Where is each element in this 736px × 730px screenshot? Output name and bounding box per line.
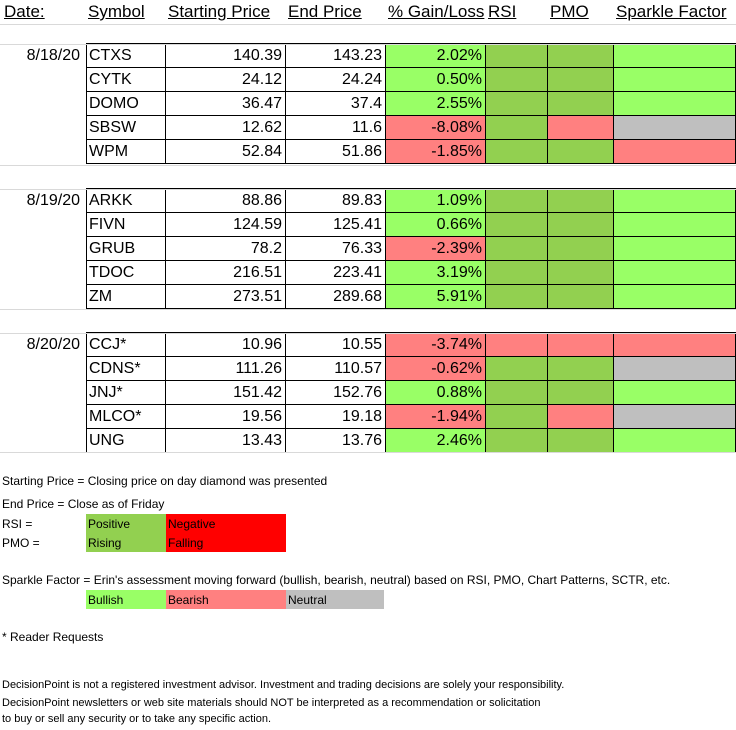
header-sparkle-factor: Sparkle Factor — [616, 2, 727, 21]
end-price-cell: 125.41 — [286, 213, 386, 237]
sparkle-cell — [614, 213, 736, 237]
note-reader-requests: * Reader Requests — [2, 630, 104, 644]
pmo-cell — [548, 405, 614, 429]
pmo-cell — [548, 381, 614, 405]
starting-price-cell: 13.43 — [166, 429, 286, 453]
symbol-cell: UNG — [86, 429, 166, 453]
gain-loss-cell: -3.74% — [386, 333, 486, 357]
end-price-cell: 24.24 — [286, 68, 386, 92]
symbol-cell: ZM — [86, 285, 166, 309]
starting-price-cell: 36.47 — [166, 92, 286, 116]
sparkle-cell — [614, 381, 736, 405]
symbol-cell: ARKK — [86, 189, 166, 213]
sparkle-cell — [614, 261, 736, 285]
symbol-cell: TDOC — [86, 261, 166, 285]
rsi-cell — [486, 189, 548, 213]
group-date: 8/19/20 — [26, 192, 80, 209]
starting-price-cell: 24.12 — [166, 68, 286, 92]
pmo-cell — [548, 429, 614, 453]
symbol-cell: DOMO — [86, 92, 166, 116]
symbol-cell: SBSW — [86, 116, 166, 140]
legend-falling: Falling — [166, 533, 286, 552]
symbol-cell: FIVN — [86, 213, 166, 237]
sparkle-cell — [614, 44, 736, 68]
rsi-cell — [486, 429, 548, 453]
symbol-cell: CTXS — [86, 44, 166, 68]
rsi-cell — [486, 381, 548, 405]
pmo-cell — [548, 68, 614, 92]
gain-loss-cell: 0.50% — [386, 68, 486, 92]
pmo-cell — [548, 44, 614, 68]
symbol-cell: GRUB — [86, 237, 166, 261]
starting-price-cell: 78.2 — [166, 237, 286, 261]
gain-loss-cell: 0.66% — [386, 213, 486, 237]
pmo-cell — [548, 357, 614, 381]
header-pmo: PMO — [550, 2, 589, 21]
pmo-cell — [548, 140, 614, 164]
gridline — [0, 24, 736, 25]
starting-price-cell: 88.86 — [166, 189, 286, 213]
end-price-cell: 10.55 — [286, 333, 386, 357]
legend-neutral: Neutral — [286, 590, 384, 609]
header-starting-price: Starting Price — [168, 2, 271, 21]
symbol-cell: MLCO* — [86, 405, 166, 429]
starting-price-cell: 52.84 — [166, 140, 286, 164]
gain-loss-cell: 5.91% — [386, 285, 486, 309]
sparkle-cell — [614, 357, 736, 381]
gridline — [0, 44, 736, 45]
rsi-cell — [486, 357, 548, 381]
note-rsi-label: RSI = — [2, 517, 33, 531]
sparkle-cell — [614, 429, 736, 453]
legend-bullish: Bullish — [86, 590, 166, 609]
header-date: Date: — [4, 2, 45, 21]
symbol-cell: WPM — [86, 140, 166, 164]
end-price-cell: 289.68 — [286, 285, 386, 309]
gridline — [0, 189, 736, 190]
starting-price-cell: 216.51 — [166, 261, 286, 285]
starting-price-cell: 111.26 — [166, 357, 286, 381]
gain-loss-cell: 2.46% — [386, 429, 486, 453]
note-pmo-label: PMO = — [2, 536, 40, 550]
starting-price-cell: 10.96 — [166, 333, 286, 357]
pmo-cell — [548, 261, 614, 285]
sparkle-cell — [614, 285, 736, 309]
end-price-cell: 143.23 — [286, 44, 386, 68]
pmo-cell — [548, 189, 614, 213]
sparkle-cell — [614, 405, 736, 429]
end-price-cell: 19.18 — [286, 405, 386, 429]
end-price-cell: 152.76 — [286, 381, 386, 405]
legend-bearish: Bearish — [166, 590, 286, 609]
rsi-cell — [486, 92, 548, 116]
rsi-cell — [486, 213, 548, 237]
starting-price-cell: 273.51 — [166, 285, 286, 309]
rsi-cell — [486, 116, 548, 140]
symbol-cell: CDNS* — [86, 357, 166, 381]
symbol-cell: CYTK — [86, 68, 166, 92]
legend-rising: Rising — [86, 533, 166, 552]
end-price-cell: 11.6 — [286, 116, 386, 140]
pmo-cell — [548, 116, 614, 140]
gain-loss-cell: 2.02% — [386, 44, 486, 68]
disclaimer-line-2: DecisionPoint newsletters or web site materials should NOT be interpreted as a recommendation or solicitation — [2, 697, 541, 709]
gain-loss-cell: -0.62% — [386, 357, 486, 381]
rsi-cell — [486, 405, 548, 429]
rsi-cell — [486, 333, 548, 357]
sparkle-cell — [614, 189, 736, 213]
gridline — [0, 333, 736, 334]
end-price-cell: 89.83 — [286, 189, 386, 213]
rsi-cell — [486, 68, 548, 92]
starting-price-cell: 124.59 — [166, 213, 286, 237]
gridline — [0, 165, 736, 166]
gain-loss-cell: 0.88% — [386, 381, 486, 405]
header-rsi: RSI — [488, 2, 517, 21]
end-price-cell: 51.86 — [286, 140, 386, 164]
pmo-cell — [548, 213, 614, 237]
sparkle-cell — [614, 92, 736, 116]
pmo-cell — [548, 333, 614, 357]
end-price-cell: 13.76 — [286, 429, 386, 453]
end-price-cell: 110.57 — [286, 357, 386, 381]
end-price-cell: 223.41 — [286, 261, 386, 285]
sparkle-cell — [614, 140, 736, 164]
gain-loss-cell: -2.39% — [386, 237, 486, 261]
header-gain-loss: % Gain/Loss — [388, 2, 485, 21]
starting-price-cell: 151.42 — [166, 381, 286, 405]
rsi-cell — [486, 237, 548, 261]
note-starting-price: Starting Price = Closing price on day diamond was presented — [2, 474, 328, 488]
end-price-cell: 37.4 — [286, 92, 386, 116]
note-end-price: End Price = Close as of Friday — [2, 497, 165, 511]
pmo-cell — [548, 237, 614, 261]
symbol-cell: JNJ* — [86, 381, 166, 405]
gain-loss-cell: 2.55% — [386, 92, 486, 116]
sparkle-cell — [614, 237, 736, 261]
gain-loss-cell: -1.94% — [386, 405, 486, 429]
gridline — [0, 452, 736, 453]
starting-price-cell: 19.56 — [166, 405, 286, 429]
starting-price-cell: 140.39 — [166, 44, 286, 68]
symbol-cell: CCJ* — [86, 333, 166, 357]
group-date: 8/18/20 — [26, 47, 80, 64]
group-date: 8/20/20 — [26, 336, 80, 353]
rsi-cell — [486, 261, 548, 285]
note-sparkle-definition: Sparkle Factor = Erin's assessment moving forward (bullish, bearish, neutral) based on RSI, PMO, Chart Patterns, SCTR, etc. — [2, 573, 671, 587]
end-price-cell: 76.33 — [286, 237, 386, 261]
gridline — [0, 309, 736, 310]
rsi-cell — [486, 285, 548, 309]
gain-loss-cell: 3.19% — [386, 261, 486, 285]
sparkle-cell — [614, 333, 736, 357]
disclaimer-line-1: DecisionPoint is not a registered investment advisor. Investment and trading decisions are solely your responsibility. — [2, 679, 565, 691]
sparkle-cell — [614, 116, 736, 140]
pmo-cell — [548, 285, 614, 309]
rsi-cell — [486, 44, 548, 68]
rsi-cell — [486, 140, 548, 164]
gain-loss-cell: 1.09% — [386, 189, 486, 213]
gain-loss-cell: -1.85% — [386, 140, 486, 164]
header-symbol: Symbol — [88, 2, 145, 21]
header-end-price: End Price — [288, 2, 362, 21]
gain-loss-cell: -8.08% — [386, 116, 486, 140]
legend-positive: Positive — [86, 514, 166, 533]
pmo-cell — [548, 92, 614, 116]
sparkle-cell — [614, 68, 736, 92]
disclaimer-line-3: to buy or sell any security or to take any specific action. — [2, 713, 272, 725]
legend-negative: Negative — [166, 514, 286, 533]
starting-price-cell: 12.62 — [166, 116, 286, 140]
